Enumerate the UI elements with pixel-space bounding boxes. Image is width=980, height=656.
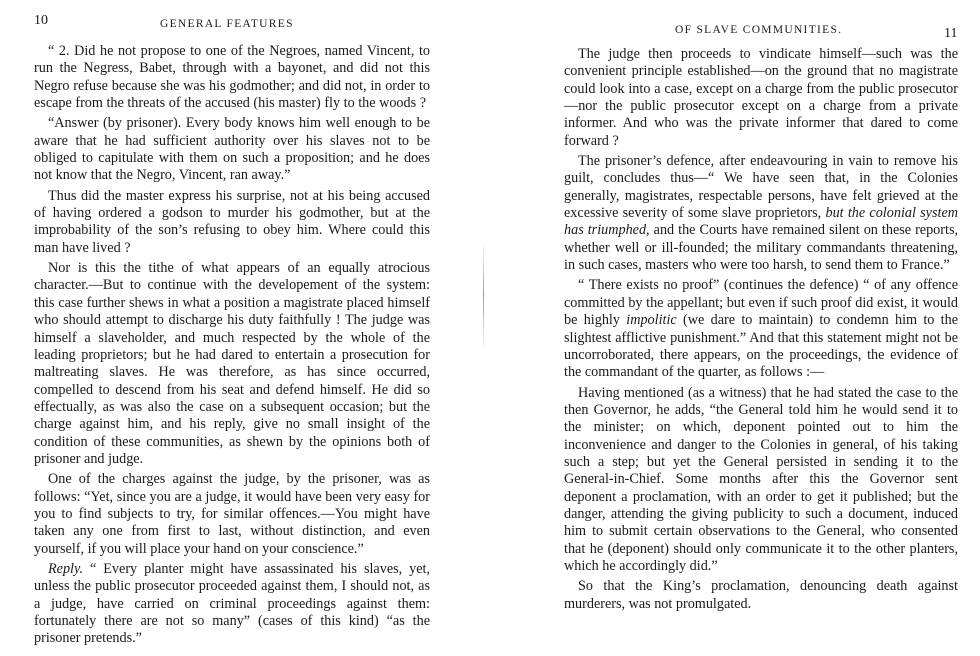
right-page-body — [564, 46, 958, 616]
paragraph: One of the charges against the judge, by the prisoner, was as follows: “Yet, since you are a judge, it would have been very easy for you to find subjects to try, for similar offences.—You might have taken any one from first to last, without distinction, and even yourself, if you will place your hand on your conscience.” — [34, 471, 430, 557]
page-gutter — [483, 240, 484, 350]
right-running-head: OF SLAVE COMMUNITIES. — [675, 24, 843, 36]
left-running-head: GENERAL FEATURES — [160, 18, 294, 30]
paragraph-text: The prisoner’s defence, after endeavouring in vain to remove his guilt, concludes thus—“ We have seen that, in the Colonies generally, magistrates, respectable persons, have felt grieved at the excessive severity of some slave proprietors, — [564, 153, 958, 222]
paragraph: The judge then proceeds to vindicate himself—such was the convenient principle established—on the ground that no magistrate could look into a case, except on a charge from the public prosecutor—nor the public prosecutor except on a charge from a private informer. And who was the private informer that dared to come forward ? — [564, 46, 958, 149]
paragraph: Having mentioned (as a witness) that he had stated the case to the then Governor, he adds, “the General told him he would send it to the minister; on which, deponent pointed out to him the inconvenience and danger to the Colonies in general, of his taking such a step; but yet the General persisted in sending it to the General-in-Chief. Some months after this the Governor sent deponent a proclamation, with an order to get it published; but the danger, attending the giving publicity to such a document, induced him to submit certain observations to the General, who consented that he (deponent) should only communicate it to the other planters, which he accordingly did.” — [564, 384, 958, 574]
paragraph: So that the King’s proclamation, denouncing death against murderers, was not promulgated. — [564, 578, 958, 612]
paragraph: Nor is this the tithe of what appears of an equally atrocious character.—But to continue with the developement of the system: this case further shews in what a position a magistrate placed himself who should attempt to discharge his duty faithfully ! The judge was himself a slaveholder, and much respected by the whole of the leading proprietors; but he had dared to entertain a prosecution for maltreating slaves. He was therefore, as has since occurred, compelled to descend from his seat and defend himself. He did so effectually, as was also the case on a subsequent occasion; but the charge against him, and his reply, give no small insight of the condition of these communities, as shewn by the opinions both of prisoner and judge. — [34, 260, 430, 467]
right-page — [490, 0, 980, 656]
paragraph-text: “ There exists no proof” (continues the defence) “ of any offence committed by the appellant; but even if such proof did exist, it would be highly — [564, 277, 958, 329]
paragraph — [564, 277, 958, 381]
reply-paragraph — [34, 561, 430, 648]
left-page-number: 10 — [34, 13, 48, 28]
left-page-body — [34, 43, 430, 651]
italic-phrase: but the colonial system has triumphed, — [564, 205, 958, 239]
reply-text: “ Every planter might have assassinated his slaves, yet, unless the public prosecutor proceeded against them, I should not, as a judge, have carried on criminal proceedings against them: fortunately there are not so many” (cases of this kind) “as the prisoner pretends.” — [34, 560, 431, 647]
paragraph: “ 2. Did he not propose to one of the Negroes, named Vincent, to run the Negress, Babet, through with a bayonet, and did not this Negro refuse because she was his godmother; and did not, in order to escape from the threats of the accused (his master) fly to the woods ? — [34, 43, 430, 112]
paragraph-text: (we dare to maintain) to condemn him to the slightest afflictive punishment.” And that this statement might not be uncorroborated, there appears, on the proceedings, the evidence of the commandant of the quarter, as follows :— — [564, 312, 959, 381]
paragraph — [564, 153, 958, 274]
italic-phrase: impolitic — [626, 312, 677, 329]
reply-label: Reply. — [48, 560, 84, 577]
paragraph: Thus did the master express his surprise, not at his being accused of having ordered a godson to murder his godmother, but at the improbability of the son’s refusing to obey him. Where could this man have lived ? — [34, 187, 430, 256]
paragraph: “Answer (by prisoner). Every body knows him well enough to be aware that he had sufficient authority over his slaves not to be obliged to capitulate with them on such a proposition; and he does not know that the Negro, Vincent, ran away.” — [34, 115, 430, 184]
right-page-number: 11 — [944, 26, 958, 41]
paragraph-text: and the Courts have remained silent on these reports, whether well or ill-founded; the military commandants threatening, in such cases, masters who were too harsh, to send them to France.” — [564, 222, 959, 274]
